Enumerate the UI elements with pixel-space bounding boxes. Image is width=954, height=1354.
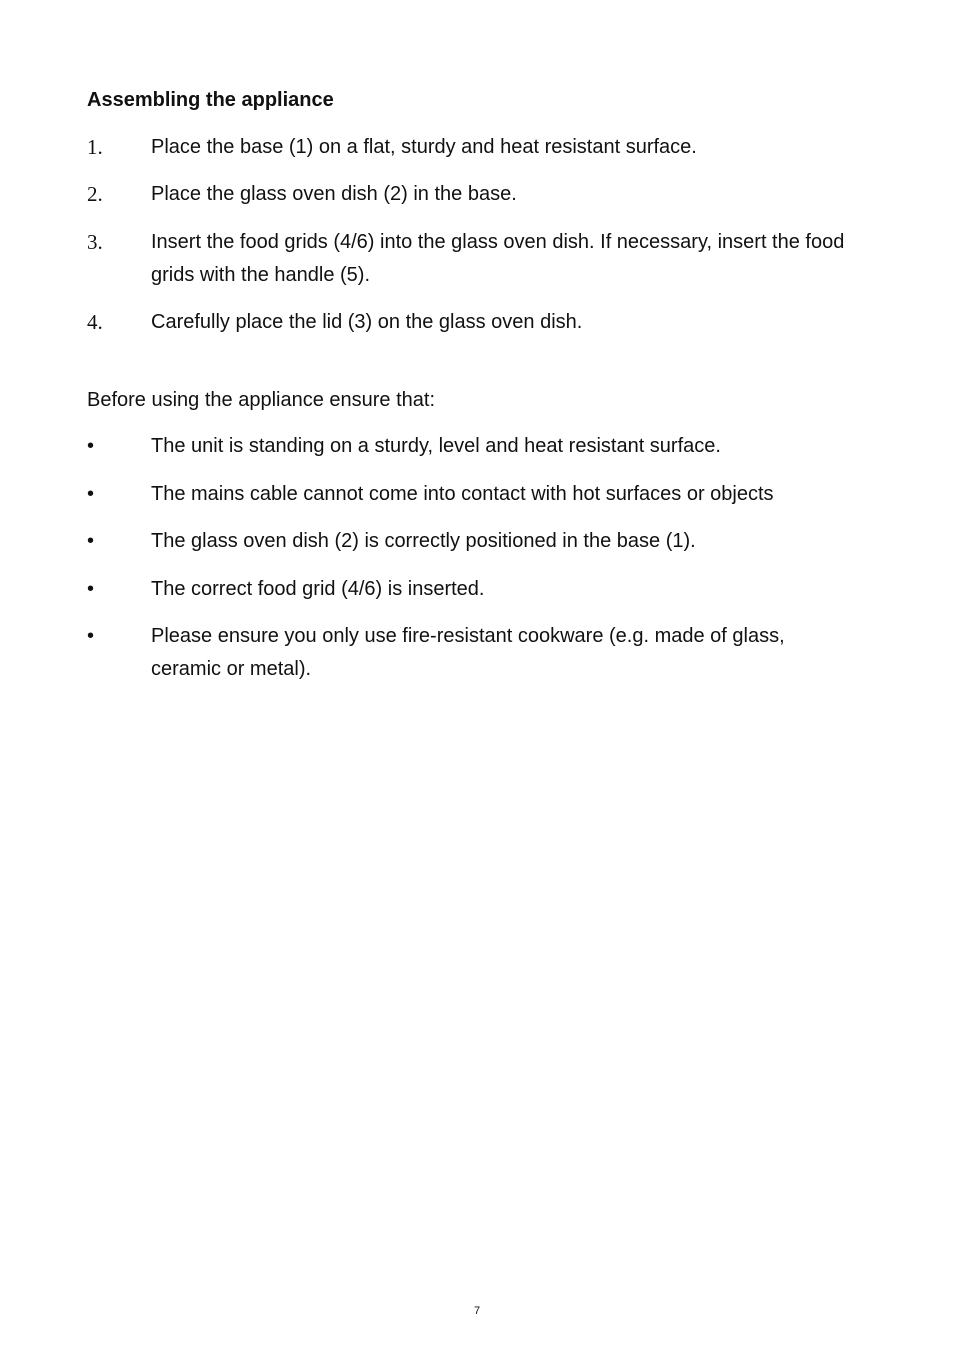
bullet-icon: •: [87, 483, 95, 505]
step-number: 3.: [87, 230, 103, 254]
check-text: The correct food grid (4/6) is inserted.: [151, 578, 485, 600]
bullet-icon: •: [87, 530, 95, 552]
step-number: 4.: [87, 310, 103, 334]
step-text: Insert the food grids (4/6) into the glass oven dish. If necessary, insert the food grids with the handle (5).: [151, 231, 845, 286]
step-number: 1.: [87, 135, 103, 159]
step-text: Carefully place the lid (3) on the glass oven dish.: [151, 311, 583, 333]
check-text: The glass oven dish (2) is correctly positioned in the base (1).: [151, 530, 696, 552]
bullet-icon: •: [87, 435, 95, 457]
check-text: The mains cable cannot come into contact with hot surfaces or objects: [151, 483, 774, 505]
bullet-icon: •: [87, 578, 95, 600]
step-text: Place the glass oven dish (2) in the base.: [151, 183, 517, 205]
bullet-icon: •: [87, 625, 95, 647]
step-number: 2.: [87, 182, 103, 206]
check-text: The unit is standing on a sturdy, level and heat resistant surface.: [151, 435, 721, 457]
section-heading: Assembling the appliance: [87, 89, 334, 111]
step-text: Place the base (1) on a flat, sturdy and heat resistant surface.: [151, 136, 697, 158]
checklist-intro: Before using the appliance ensure that:: [87, 389, 436, 411]
page-number: 7: [473, 1305, 481, 1317]
check-text: Please ensure you only use fire-resistant cookware (e.g. made of glass, ceramic or metal).: [151, 625, 785, 680]
